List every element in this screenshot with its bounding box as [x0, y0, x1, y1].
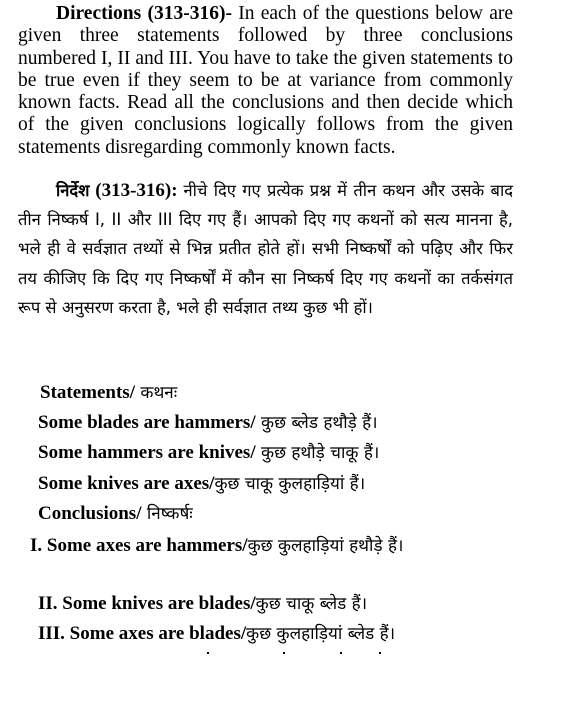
- directions-body: In each of the questions below are given three statements followed by three conclusions numbered I, II and III. You have to take the given statements to be true even if they seem to be at variance from commonly known facts. Read all the conclusions and then decide which of the given conclusions logically follows from the given statements disregarding commonly known facts.: [18, 3, 513, 158]
- directions-hindi-heading: निर्देश: [56, 181, 90, 200]
- conclusion-3-en: III. Some axes are blades/: [38, 623, 247, 644]
- statement-3: [38, 471, 365, 495]
- conclusion-1-hi: कुछ कुलहाड़ियां हथौड़े हैं।: [247, 536, 404, 556]
- conclusions-label-en: Conclusions/: [38, 503, 142, 524]
- conclusion-1-en: I. Some axes are hammers/: [30, 535, 248, 556]
- conclusion-3: [38, 621, 395, 645]
- directions-heading: Directions (313-316)-: [56, 3, 232, 24]
- crop-mark: [283, 652, 285, 654]
- conclusion-2: [38, 591, 367, 615]
- statement-3-en: Some knives are axes/: [38, 473, 215, 494]
- crop-mark: [379, 652, 381, 654]
- statement-1-hi: कुछ ब्लेड हथौड़े हैं।: [255, 413, 378, 433]
- crop-mark: [207, 652, 209, 654]
- directions-english: [18, 3, 513, 159]
- statements-label-en: Statements/: [40, 382, 135, 403]
- crop-mark: [340, 652, 342, 654]
- conclusion-2-en: II. Some knives are blades/: [38, 593, 256, 614]
- directions-hindi: [18, 176, 513, 322]
- conclusion-3-hi: कुछ कुलहाड़ियां ब्लेड हैं।: [246, 624, 396, 644]
- directions-hindi-range: (313-316):: [89, 180, 184, 201]
- conclusions-label: [38, 501, 193, 525]
- statement-2-en: Some hammers are knives/: [38, 442, 256, 463]
- statement-1: [38, 410, 378, 434]
- conclusions-label-hi: निष्कर्षः: [141, 504, 193, 524]
- directions-hindi-body: नीचे दिए गए प्रत्येक प्रश्न में तीन कथन और उसके बाद तीन निष्कर्ष I, II और III दिए गए हैं। आपको दिए गए कथनों को सत्य मानना है, भले ही वे सर्वज्ञात तथ्यों से भिन्न प्रतीत होते हों। सभी निष्कर्षों को पढ़िए और फिर तय कीजिए कि दिए गए निष्कर्षों में कौन सा निष्कर्ष दिए गए कथनों का तर्कसंगत रूप से अनुसरण करता है, भले ही सर्वज्ञात तथ्य कुछ भी हों।: [18, 181, 513, 317]
- statement-3-hi: कुछ चाकू कुलहाड़ियां हैं।: [214, 474, 366, 494]
- conclusion-2-hi: कुछ चाकू ब्लेड हैं।: [255, 594, 368, 614]
- statement-2-hi: कुछ हथौड़े चाकू हैं।: [255, 443, 380, 463]
- statement-1-en: Some blades are hammers/: [38, 412, 256, 433]
- statements-label: [40, 380, 177, 404]
- statement-2: [38, 440, 379, 464]
- statements-label-hi: कथनः: [134, 383, 178, 403]
- conclusion-1: [30, 531, 478, 561]
